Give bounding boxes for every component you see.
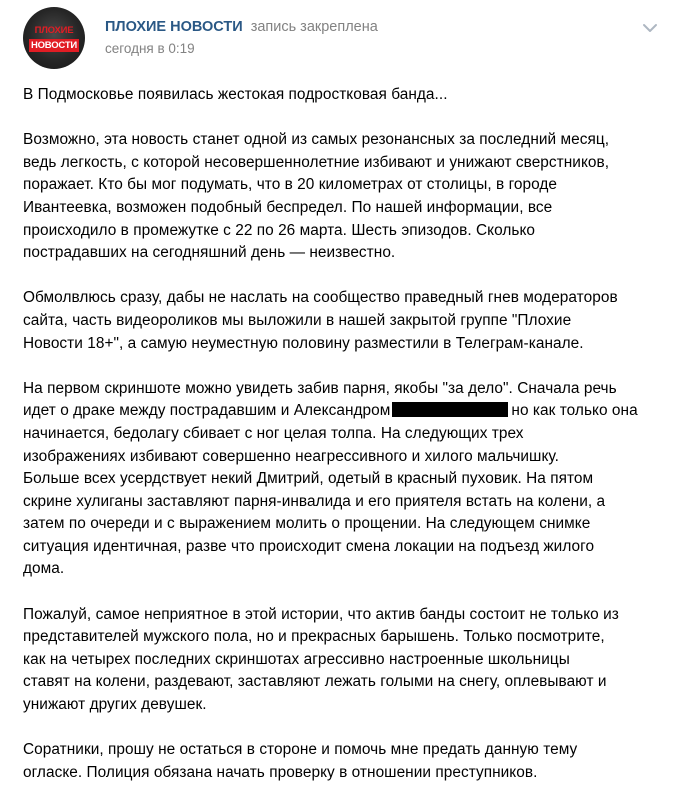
text-line: Ивантеевка, возможен подобный беспредел. По нашей информации, все (23, 198, 553, 216)
community-name-link[interactable]: ПЛОХИЕ НОВОСТИ (105, 19, 243, 35)
text-segment: но как только она (511, 402, 638, 420)
author-row (105, 18, 378, 36)
text-line: ведь легкость, с которой несовершеннолетние избивают и унижают сверстников, (23, 153, 610, 171)
text-line: огласке. Полиция обязана начать проверку в отношении преступников. (23, 763, 538, 781)
text-line: изображениях избивают совершенно неагрессивного и хилого мальчишку. (23, 447, 559, 465)
post-text (23, 84, 669, 784)
text-line: Возможно, эта новость станет одной из самых резонансных за последний месяц, (23, 131, 610, 149)
paragraph-2 (23, 129, 669, 265)
paragraph-5 (23, 604, 669, 717)
text-line: В Подмосковье появилась жестокая подростковая банда... (23, 86, 448, 103)
text-line: Больше всех усердствует некий Дмитрий, одетый в красный пуховик. На пятом (23, 470, 594, 488)
text-line: затем по очереди и с выражением молить о прощении. На следующем снимке (23, 515, 591, 533)
paragraph-1 (23, 84, 669, 107)
post-menu-button[interactable] (636, 18, 664, 40)
text-line: Новости 18+", а самую неуместную половину разместили в Телеграм-канале. (23, 334, 584, 352)
text-line: ставят на колени, раздевают, заставляют лежать голыми на снегу, оплевывают и (23, 673, 607, 691)
text-line: происходило в промежутке с 22 по 26 марта. Шесть эпизодов. Сколько (23, 221, 536, 239)
text-line: скрине хулиганы заставляют парня-инвалида и его приятеля встать на колени, а (23, 492, 606, 510)
text-line: ситуация идентичная, разве что происходит смена локации на подъезд жилого (23, 537, 595, 555)
text-line: Обмолвлюсь сразу, дабы не наслать на сообщество праведный гнев модераторов (23, 289, 618, 307)
text-line: унижают других девушек. (23, 696, 207, 714)
avatar-logo-line-1: ПЛОХИЕ (34, 25, 74, 36)
post-header (0, 0, 683, 70)
text-line: сайта, часть видеороликов мы выложили в нашей закрытой группе "Плохие (23, 311, 572, 329)
text-line: как на четырех последних скриншотах агрессивно настроенные школьницы (23, 650, 570, 668)
text-line: На первом скриншоте можно увидеть забив парня, якобы "за дело". Сначала речь (23, 379, 617, 397)
text-line: Соратники, прошу не остаться в стороне и помочь мне предать данную тему (23, 741, 578, 759)
paragraph-6 (23, 739, 669, 784)
pinned-note: запись закреплена (250, 19, 378, 35)
community-avatar[interactable] (23, 7, 85, 69)
chevron-down-icon (636, 18, 664, 40)
text-segment: идет о драке между пострадавшим и Александром (23, 402, 391, 420)
post-time-link[interactable]: сегодня в 0:19 (105, 41, 195, 56)
paragraph-4 (23, 378, 669, 581)
text-line: представителей мужского пола, но и прекрасных барышень. Только посмотрите, (23, 628, 605, 646)
text-line: дома. (23, 560, 65, 578)
text-line: поражает. Кто бы мог подумать, что в 20 километрах от столицы, в городе (23, 176, 558, 194)
redacted-name-bar (392, 402, 508, 417)
avatar-logo-line-2: НОВОСТИ (30, 40, 78, 51)
text-line: начинается, бедолагу сбивает с ног целая толпа. На следующих трех (23, 424, 524, 442)
paragraph-3 (23, 287, 669, 355)
text-line-redacted (23, 400, 669, 423)
text-line: Пожалуй, самое неприятное в этой истории, что актив банды состоит не только из (23, 605, 619, 623)
text-line: пострадавших на сегодняшний день — неизвестно. (23, 244, 396, 262)
